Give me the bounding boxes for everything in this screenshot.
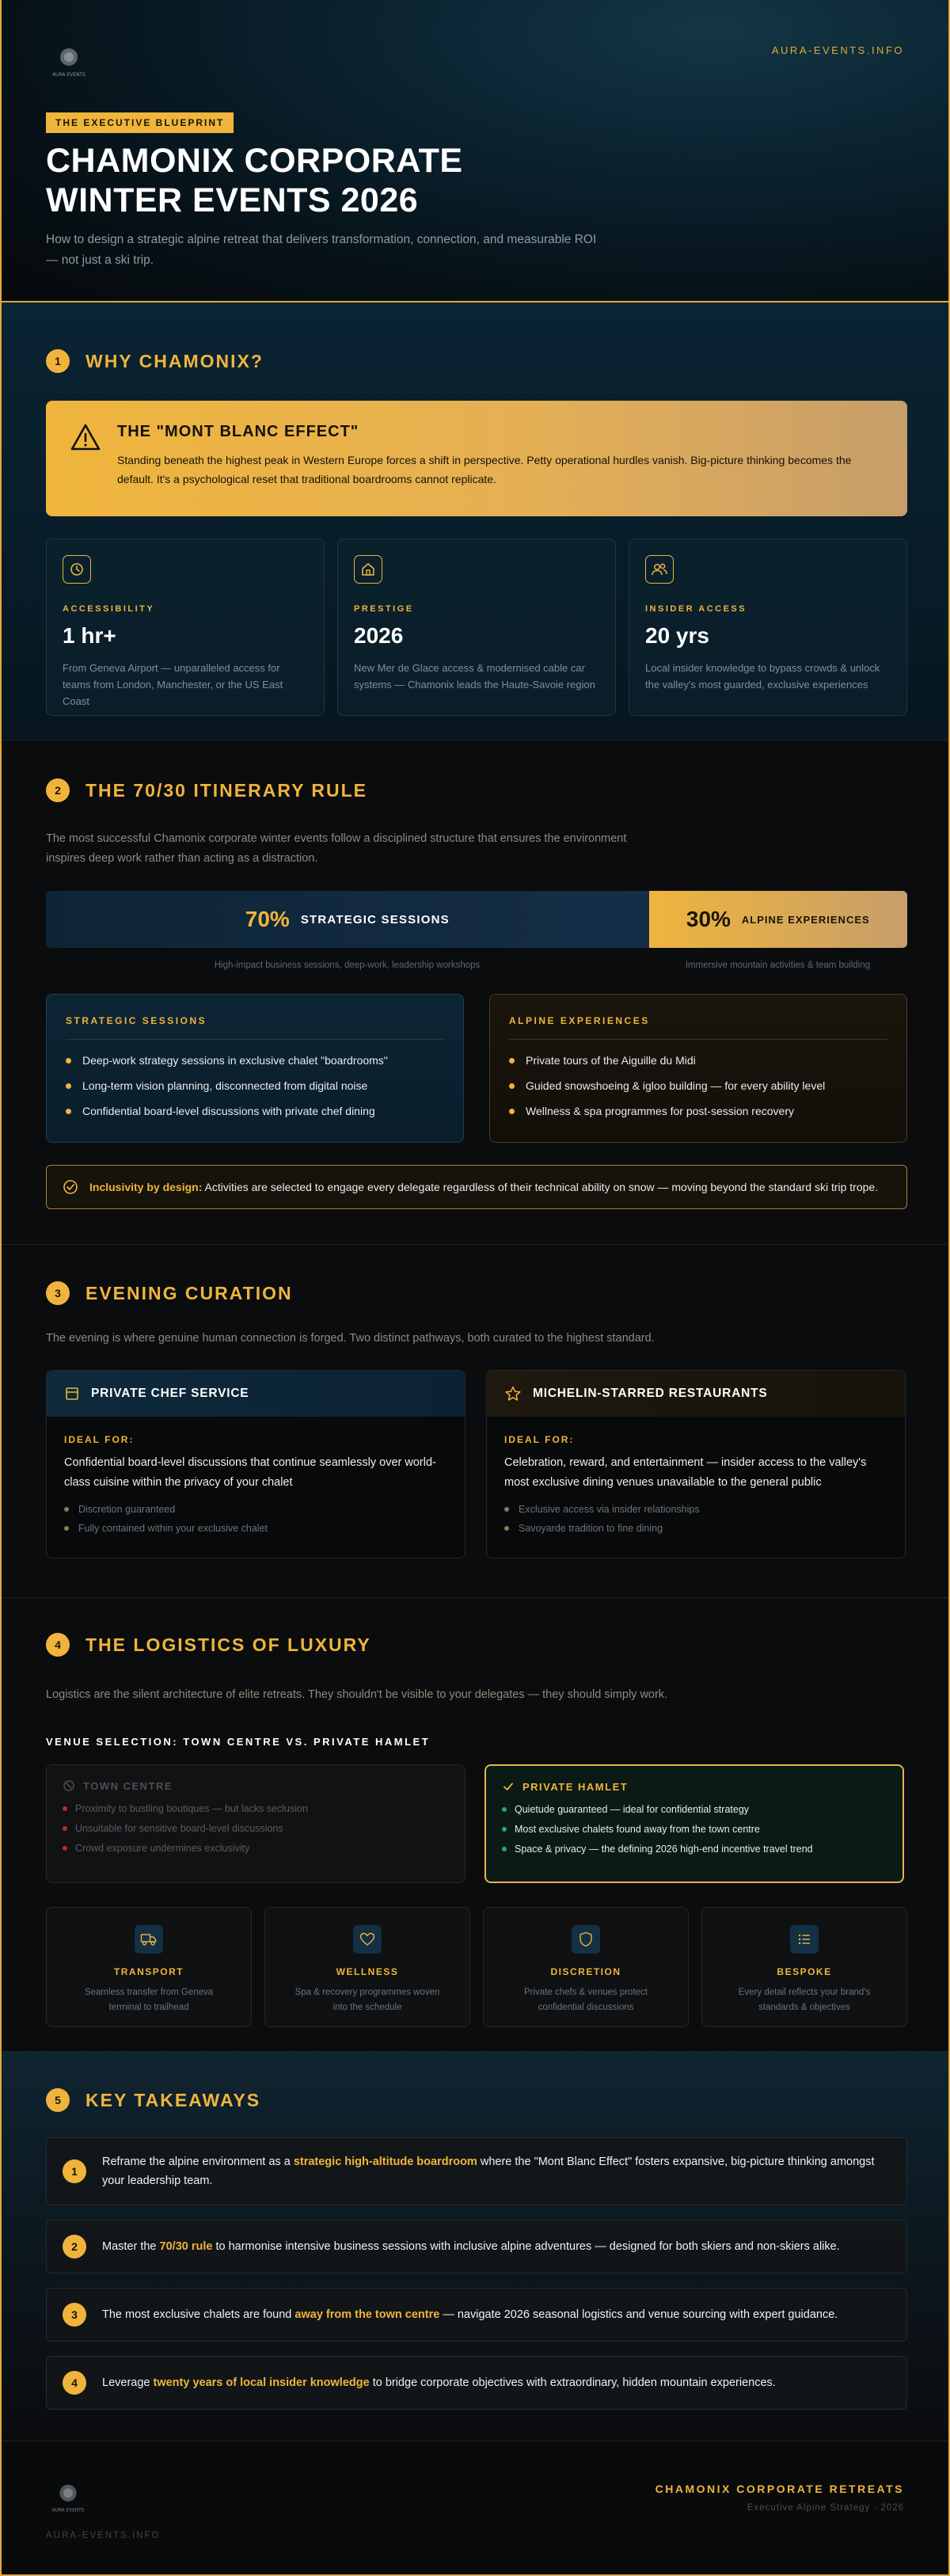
- aura-logo[interactable]: [46, 2476, 90, 2521]
- takeaway-text: Master the 70/30 rule to harmonise intensive business sessions with inclusive alpine adventures — designed for both skiers and non-skiers alike.: [102, 2240, 840, 2253]
- section-number: 4: [46, 1633, 70, 1657]
- list-item: Crowd exposure undermines exclusivity: [63, 1843, 449, 1854]
- stat-label: PRESTIGE: [354, 604, 414, 614]
- list-item: Long-term vision planning, disconnected from digital noise: [66, 1079, 444, 1092]
- feature-title: DISCRETION: [550, 1966, 621, 1977]
- list-item: Private tours of the Aiguille du Midi: [509, 1054, 887, 1067]
- list-item: Discretion guaranteed: [64, 1504, 447, 1515]
- blocked-icon: [63, 1779, 75, 1792]
- card-header: [487, 1371, 905, 1417]
- clock-icon: [63, 555, 91, 584]
- alpine-label: ALPINE EXPERIENCES: [741, 913, 870, 926]
- stat-cards: [46, 538, 907, 716]
- strategic-sessions-panel: [46, 994, 464, 1143]
- list-item: Proximity to bustling boutiques — but lacks seclusion: [63, 1803, 449, 1814]
- check-icon: [502, 1780, 515, 1793]
- section-heading: [46, 1633, 371, 1657]
- section-intro: The evening is where genuine human connection is forged. Two distinct pathways, both curated to the highest standard.: [46, 1332, 655, 1345]
- feature-description: Every detail reflects your brand's standards & objectives: [738, 1988, 871, 2012]
- strategic-label: STRATEGIC SESSIONS: [300, 912, 450, 927]
- section-intro: Logistics are the silent architecture of elite retreats. They shouldn't be visible to your delegates — they should simply work.: [46, 1688, 668, 1701]
- card-text: Celebration, reward, and entertainment — insider access to the valley's most exclusive dining venues unavailable to the general public: [504, 1456, 867, 1489]
- feature-description: Seamless transfer from Geneva terminal to trailhead: [84, 1988, 214, 2012]
- logistics-section: [2, 1598, 948, 2052]
- ideal-for-label: IDEAL FOR:: [64, 1434, 135, 1445]
- footer-domain[interactable]: AURA-EVENTS.INFO: [46, 2531, 161, 2540]
- section-title: KEY TAKEAWAYS: [86, 2089, 261, 2110]
- blueprint-badge: THE EXECUTIVE BLUEPRINT: [46, 112, 234, 133]
- svg-text:AURA EVENTS: AURA EVENTS: [51, 72, 86, 78]
- menu-card-icon: [64, 1386, 80, 1402]
- takeaway-text: Leverage twenty years of local insider knowledge to bridge corporate objectives with extraordinary, hidden mountain experiences.: [102, 2376, 776, 2389]
- aura-logo[interactable]: [46, 40, 92, 86]
- footer-tagline: Executive Alpine Strategy · 2026: [747, 2503, 904, 2513]
- section-heading: [46, 778, 367, 802]
- panel-title: ALPINE EXPERIENCES: [509, 1015, 887, 1040]
- stat-value: 2026: [354, 623, 404, 648]
- takeaway-item: [46, 2137, 907, 2205]
- site-domain[interactable]: AURA-EVENTS.INFO: [771, 44, 904, 56]
- evening-curation-section: [2, 1245, 948, 1598]
- stat-label: ACCESSIBILITY: [63, 604, 155, 614]
- feature-title: WELLNESS: [336, 1966, 399, 1977]
- list-item: Unsuitable for sensitive board-level discussions: [63, 1823, 449, 1834]
- list-item: Wellness & spa programmes for post-session recovery: [509, 1105, 887, 1117]
- key-takeaways-section: [2, 2052, 948, 2441]
- truck-icon: [135, 1925, 163, 1954]
- feature-description: Private chefs & venues protect confidential discussions: [524, 1988, 648, 2012]
- users-icon: [645, 555, 674, 584]
- section-number: 1: [46, 349, 70, 373]
- stat-card-accessibility: [46, 538, 325, 716]
- section-number: 3: [46, 1281, 70, 1305]
- section-heading: [46, 349, 264, 373]
- stat-label: INSIDER ACCESS: [645, 604, 747, 614]
- card-text: Confidential board-level discussions that continue seamlessly over world-class cuisine within the privacy of your chalet: [64, 1456, 436, 1489]
- takeaway-number: 2: [63, 2235, 86, 2258]
- feature-description: Spa & recovery programmes woven into the schedule: [294, 1988, 440, 2012]
- inclusivity-note: [46, 1165, 907, 1209]
- list-item: Quietude guaranteed — ideal for confidential strategy: [502, 1804, 887, 1815]
- list-item: Savoyarde tradition to fine dining: [504, 1523, 887, 1534]
- card-header: [47, 1371, 465, 1417]
- svg-text:AURA EVENTS: AURA EVENTS: [51, 2508, 85, 2513]
- feature-card-discretion: [483, 1907, 689, 2027]
- section-heading: [46, 1281, 293, 1305]
- page-footer: [2, 2441, 948, 2576]
- list-item: Confidential board-level discussions with private chef dining: [66, 1105, 444, 1117]
- list-item: Most exclusive chalets found away from the town centre: [502, 1824, 887, 1835]
- strategic-caption: High-impact business sessions, deep-work, leadership workshops: [214, 961, 481, 970]
- list-item: Deep-work strategy sessions in exclusive chalet "boardrooms": [66, 1054, 444, 1067]
- list-item: Space & privacy — the defining 2026 high-end incentive travel trend: [502, 1844, 887, 1855]
- private-hamlet-option: [484, 1764, 904, 1883]
- option-title: TOWN CENTRE: [63, 1779, 449, 1792]
- alpine-percent: 30%: [686, 907, 731, 931]
- stat-value: 1 hr+: [63, 623, 116, 648]
- card-title: MICHELIN-STARRED RESTAURANTS: [533, 1387, 768, 1400]
- stat-description: New Mer de Glace access & modernised cable car systems — Chamonix leads the Haute-Savoie region: [354, 662, 595, 691]
- split-bar: [46, 891, 907, 948]
- takeaway-item: [46, 2288, 907, 2342]
- venue-selection-heading: VENUE SELECTION: TOWN CENTRE VS. PRIVATE HAMLET: [46, 1736, 431, 1748]
- takeaway-number: 4: [63, 2371, 86, 2395]
- section-title: WHY CHAMONIX?: [86, 350, 264, 371]
- alpine-segment: [649, 891, 907, 948]
- takeaway-item: [46, 2356, 907, 2410]
- list-item: Fully contained within your exclusive chalet: [64, 1523, 447, 1534]
- takeaway-number: 3: [63, 2303, 86, 2327]
- private-chef-card: [46, 1370, 466, 1558]
- callout-text: Standing beneath the highest peak in Western Europe forces a shift in perspective. Petty operational hurdles vanish. Big-picture thinking becomes the default. It's a psychological reset that traditional boardrooms cannot replicate.: [117, 454, 852, 485]
- star-icon: [504, 1385, 522, 1402]
- hero-header: [2, 0, 948, 302]
- page-subtitle: How to design a strategic alpine retreat that delivers transformation, connection, and measurable ROI — not just a ski trip.: [46, 233, 597, 267]
- list-item: Exclusive access via insider relationships: [504, 1504, 887, 1515]
- mont-blanc-effect-callout: [46, 401, 907, 516]
- list-item: Guided snowshoeing & igloo building — for every ability level: [509, 1079, 887, 1092]
- page-title: CHAMONIX CORPORATE WINTER EVENTS 2026: [46, 142, 463, 219]
- stat-card-insider-access: [629, 538, 907, 716]
- strategic-segment: [46, 891, 649, 948]
- ideal-for-label: IDEAL FOR:: [504, 1434, 575, 1445]
- takeaway-text: The most exclusive chalets are found away from the town centre — navigate 2026 seasonal logistics and venue sourcing with expert guidance.: [102, 2308, 838, 2321]
- section-number: 5: [46, 2088, 70, 2112]
- takeaway-number: 1: [63, 2159, 86, 2183]
- section-title: THE 70/30 ITINERARY RULE: [86, 779, 368, 801]
- why-chamonix-section: [2, 302, 948, 740]
- feature-title: TRANSPORT: [113, 1966, 184, 1977]
- list-icon: [790, 1925, 819, 1954]
- warning-icon: [70, 421, 101, 453]
- option-title: PRIVATE HAMLET: [502, 1780, 887, 1793]
- footer-brand: CHAMONIX CORPORATE RETREATS: [655, 2483, 904, 2495]
- inclusivity-text: Activities are selected to engage every delegate regardless of their technical ability on snow — moving beyond the standard ski trip trope.: [204, 1181, 879, 1193]
- itinerary-rule-section: [2, 740, 948, 1245]
- feature-card-bespoke: [701, 1907, 907, 2027]
- feature-card-transport: [46, 1907, 252, 2027]
- section-heading: [46, 2088, 260, 2112]
- strategic-percent: 70%: [245, 907, 290, 931]
- section-title: EVENING CURATION: [86, 1282, 293, 1303]
- check-circle-icon: [63, 1179, 78, 1195]
- heart-icon: [353, 1925, 382, 1954]
- logistics-features: [46, 1907, 907, 2027]
- alpine-experiences-panel: [489, 994, 907, 1143]
- card-title: PRIVATE CHEF SERVICE: [91, 1387, 249, 1400]
- stat-card-prestige: [337, 538, 616, 716]
- alpine-caption: Immersive mountain activities & team building: [685, 961, 871, 970]
- takeaway-text: Reframe the alpine environment as a strategic high-altitude boardroom where the "Mont Blanc Effect" fosters expansive, big-picture thinking amongst your leadership team.: [102, 2156, 875, 2187]
- feature-card-wellness: [264, 1907, 470, 2027]
- stat-description: Local insider knowledge to bypass crowds & unlock the valley's most guarded, exclusive experiences: [645, 662, 880, 691]
- section-number: 2: [46, 778, 70, 802]
- town-centre-option: [46, 1764, 466, 1883]
- takeaway-item: [46, 2220, 907, 2274]
- callout-title: THE "MONT BLANC EFFECT": [117, 423, 359, 440]
- shield-icon: [572, 1925, 600, 1954]
- panel-title: STRATEGIC SESSIONS: [66, 1015, 444, 1040]
- feature-title: BESPOKE: [777, 1966, 832, 1977]
- stat-description: From Geneva Airport — unparalleled access for teams from London, Manchester, or the US East Coast: [63, 662, 283, 707]
- stat-value: 20 yrs: [645, 623, 709, 648]
- inclusivity-label: Inclusivity by design:: [89, 1181, 203, 1193]
- home-icon: [354, 555, 382, 584]
- michelin-restaurants-card: [486, 1370, 906, 1558]
- section-intro: The most successful Chamonix corporate winter events follow a disciplined structure that ensures the environment inspires deep work rather than acting as a distraction.: [46, 832, 627, 865]
- section-title: THE LOGISTICS OF LUXURY: [86, 1634, 371, 1655]
